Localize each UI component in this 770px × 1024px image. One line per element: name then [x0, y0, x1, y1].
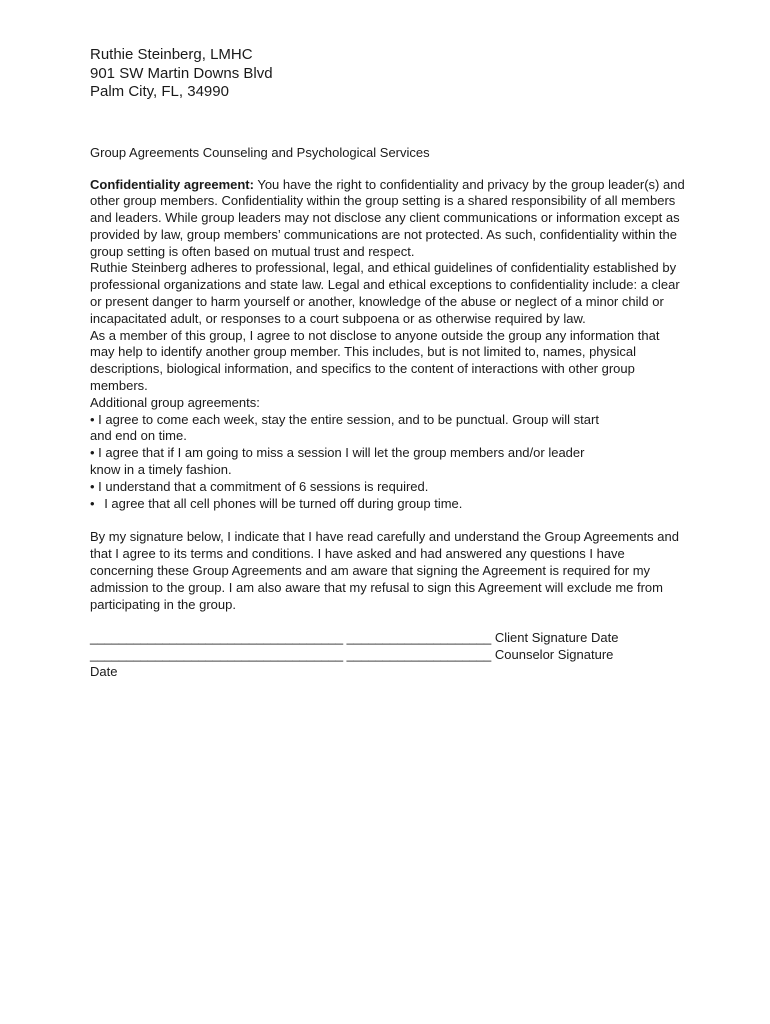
confidentiality-label: Confidentiality agreement: — [90, 176, 254, 192]
agreement-body — [90, 177, 686, 513]
client-signature-line[interactable]: ___________________________________ ____________________ Client Signature Date — [90, 630, 619, 646]
confidentiality-text: You have the right to confidentiality and privacy by the group leader(s) and other group members. Confidentiality within the group setting is a shared responsibility of all members and leaders. While group leaders may not disclose any client communications or information except as provided by law, group members’ communications are not protected. As such, confidentiality within the group setting is often based on mutual trust and respect. — [90, 176, 685, 259]
letterhead-name: Ruthie Steinberg, LMHC — [90, 46, 253, 63]
closing-paragraph: By my signature below, I indicate that I have read carefully and understand the Group Agreements and that I agree to its terms and conditions. I have asked and had answered any questions I have concerning these Group Agreements and am aware that signing the Agreement is required for my admission to the group. I am also aware that my refusal to sign this Agreement will exclude me from participating in the group. — [90, 529, 679, 612]
agreement-item: • I agree to come each week, stay the entire session, and to be punctual. Group will start and end on time. — [90, 411, 599, 444]
guidelines-paragraph: Ruthie Steinberg adheres to professional, legal, and ethical guidelines of confidentiality established by professional organizations and state law. Legal and ethical exceptions to confidentiality include: a clear or present danger to harm yourself or another, knowledge of the abuse or neglect of a minor child or incapacitated adult, or responses to a court subpoena or as otherwise required by law. — [90, 260, 680, 326]
agreement-item-text: I agree that all cell phones will be turned off during group time. — [104, 495, 463, 511]
additional-agreements-heading: Additional group agreements: — [90, 394, 260, 410]
agreement-item: • I understand that a commitment of 6 sessions is required. — [90, 478, 429, 494]
document-title: Group Agreements Counseling and Psychological Services — [90, 144, 430, 160]
disclosure-paragraph: As a member of this group, I agree to not disclose to anyone outside the group any information that may help to identify another group member. This includes, but is not limited to, names, physical descriptions, biological information, and specifics to the content of interactions with other group members. — [90, 327, 660, 394]
letterhead-city: Palm City, FL, 34990 — [90, 83, 229, 100]
confidentiality-paragraph — [90, 177, 686, 261]
agreement-item: • I agree that if I am going to miss a session I will let the group members and/or leader know in a timely fashion. — [90, 445, 585, 478]
letterhead — [90, 46, 690, 102]
letterhead-street: 901 SW Martin Downs Blvd — [90, 64, 273, 82]
counselor-signature-line[interactable]: ___________________________________ ____________________ Counselor Signature — [90, 647, 614, 663]
signature-block — [90, 629, 690, 680]
bullet-glyph: • — [90, 495, 95, 511]
document-page — [90, 46, 690, 680]
counselor-signature-date-label: Date — [90, 664, 118, 680]
agreement-item — [90, 496, 686, 513]
